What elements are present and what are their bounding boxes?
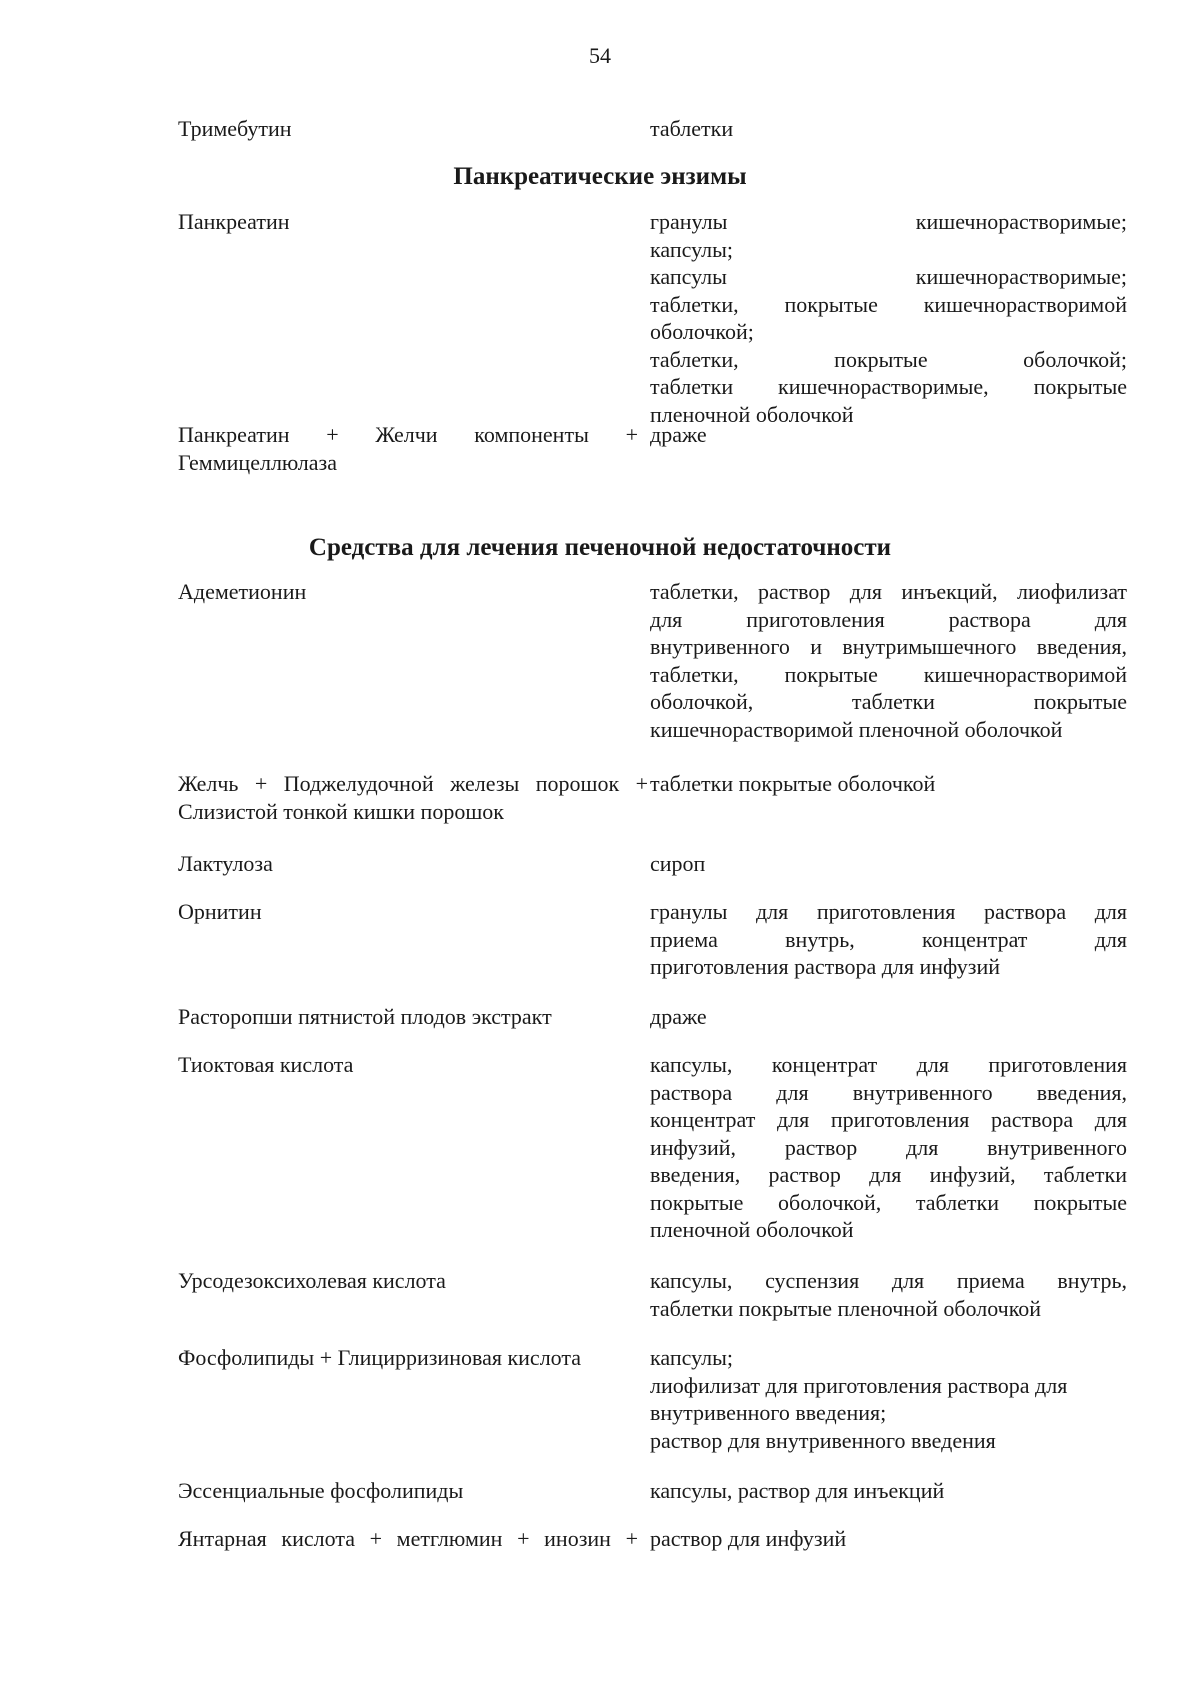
drug-form — [650, 1267, 1127, 1322]
drug-name: Урсодезоксихолевая кислота — [178, 1268, 446, 1293]
drug-name: Панкреатин — [178, 209, 290, 234]
section-heading: Средства для лечения печеночной недостаточности — [308, 534, 892, 561]
form-line: капсулы; — [650, 1345, 733, 1370]
table-row — [0, 850, 1200, 878]
form-line: внутривенного и внутримышечного введения, — [650, 634, 1127, 659]
drug-name: Лактулоза — [178, 851, 273, 876]
drug-form — [650, 578, 1127, 743]
form-line: таблетки покрытые оболочкой — [650, 771, 936, 796]
name-line: Янтарная кислота + метглюмин + инозин + — [178, 1526, 638, 1551]
table-row — [0, 1003, 1200, 1031]
drug-name — [178, 1525, 638, 1553]
drug-form — [650, 1477, 1127, 1505]
form-line: приема внутрь, концентрат для — [650, 926, 1127, 952]
table-row — [0, 1525, 1200, 1553]
drug-name — [178, 770, 648, 825]
drug-name: Фосфолипиды + Глицирризиновая кислота — [178, 1345, 582, 1370]
table-row — [0, 770, 1200, 824]
form-line: кишечнорастворимой пленочной оболочкой — [650, 716, 1063, 742]
section-heading: Панкреатические энзимы — [453, 163, 747, 190]
name-line: Желчь + Поджелудочной железы порошок + — [178, 771, 648, 796]
drug-form — [650, 770, 1127, 798]
name-line: Панкреатин + Желчи компоненты + — [178, 422, 638, 447]
drug-name: Орнитин — [178, 899, 262, 924]
page-number: 54 — [589, 43, 611, 68]
table-row — [0, 1051, 1200, 1244]
drug-form — [650, 1525, 1127, 1553]
form-line: оболочкой, таблетки покрытые — [650, 689, 1127, 714]
form-line: таблетки, покрытые кишечнорастворимой — [650, 291, 1127, 317]
form-line: покрытые оболочкой, таблетки покрытые — [650, 1189, 1127, 1215]
table-row — [0, 1344, 1200, 1454]
form-line: таблетки, покрытые кишечнорастворимой — [650, 661, 1127, 687]
form-line: для приготовления раствора для — [650, 606, 1127, 632]
name-line: Геммицеллюлаза — [178, 449, 338, 475]
form-line: пленочной оболочкой — [650, 401, 854, 427]
form-line: капсулы, концентрат для приготовления — [650, 1052, 1127, 1077]
name-line: Слизистой тонкой кишки порошок — [178, 798, 504, 824]
form-line: сироп — [650, 851, 706, 876]
drug-form — [650, 208, 1127, 428]
drug-form — [650, 1051, 1127, 1244]
drug-name: Эссенциальные фосфолипиды — [178, 1478, 464, 1503]
table-row — [0, 578, 1200, 743]
table-row — [0, 898, 1200, 981]
drug-form — [650, 421, 1127, 449]
form-line: капсулы, суспензия для приема внутрь, — [650, 1268, 1127, 1293]
drug-name: Тримебутин — [178, 116, 292, 141]
form-line: инфузий, раствор для внутривенного — [650, 1134, 1127, 1160]
form-line: таблетки, покрытые оболочкой; — [650, 346, 1127, 372]
form-line: драже — [650, 1004, 707, 1029]
drug-form — [650, 1344, 1127, 1454]
table-row — [0, 115, 1200, 143]
drug-form — [650, 115, 1127, 143]
form-line: раствор для внутривенного введения — [650, 1427, 996, 1453]
form-line: раствор для инфузий — [650, 1526, 847, 1551]
drug-form — [650, 1003, 1127, 1031]
table-row — [0, 1477, 1200, 1505]
form-line: таблетки — [650, 116, 734, 141]
form-line: капсулы; — [650, 236, 733, 262]
form-line: драже — [650, 422, 707, 447]
form-line: гранулы кишечнорастворимые; — [650, 209, 1127, 234]
form-line: таблетки кишечнорастворимые, покрытые — [650, 374, 1127, 399]
form-line: капсулы, раствор для инъекций — [650, 1478, 945, 1503]
drug-form — [650, 850, 1127, 878]
form-line: капсулы кишечнорастворимые; — [650, 264, 1127, 289]
table-row — [0, 421, 1200, 475]
drug-name: Тиоктовая кислота — [178, 1052, 354, 1077]
form-line: оболочкой; — [650, 319, 754, 344]
form-line: раствора для внутривенного введения, — [650, 1079, 1127, 1105]
form-line: приготовления раствора для инфузий — [650, 954, 1000, 979]
form-line: гранулы для приготовления раствора для — [650, 899, 1127, 924]
form-line: таблетки покрытые пленочной оболочкой — [650, 1295, 1042, 1321]
form-line: внутривенного введения; — [650, 1400, 887, 1425]
drug-name: Адеметионин — [178, 579, 307, 604]
table-row — [0, 1267, 1200, 1322]
form-line: лиофилизат для приготовления раствора для — [650, 1372, 1068, 1398]
drug-name: Расторопши пятнистой плодов экстракт — [178, 1004, 552, 1029]
form-line: таблетки, раствор для инъекций, лиофилизат — [650, 579, 1127, 604]
drug-form — [650, 898, 1127, 981]
form-line: пленочной оболочкой — [650, 1217, 854, 1242]
drug-name — [178, 421, 638, 476]
form-line: концентрат для приготовления раствора для — [650, 1107, 1127, 1132]
table-row — [0, 208, 1200, 428]
form-line: введения, раствор для инфузий, таблетки — [650, 1162, 1127, 1187]
